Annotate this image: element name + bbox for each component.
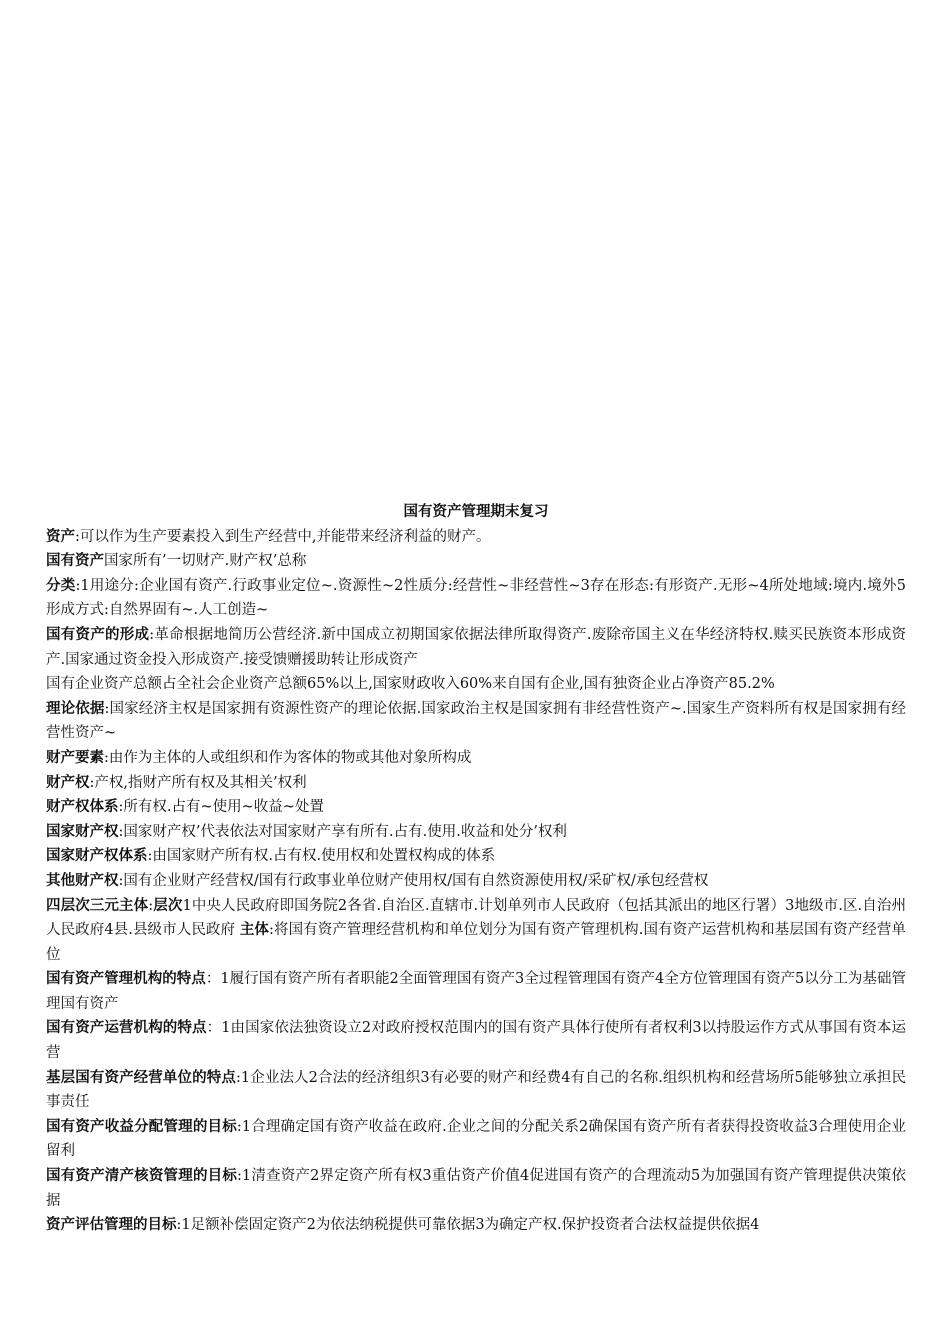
paragraph-text-subjects: :将国有资产管理经营机构和单位划分为国有资产管理机构.国有资产运营机构和基层国有资产经营单位 xyxy=(46,922,906,963)
paragraph-statistics xyxy=(46,672,906,697)
paragraph-state-property-right xyxy=(46,820,906,845)
document-body xyxy=(46,500,906,1238)
paragraph-text: :1企业法人2合法的经济组织3有必要的财产和经费4有自己的名称.组织机构和经营场所5能够独立承担民事责任 xyxy=(46,1069,907,1111)
paragraph-asset-verification-goals xyxy=(46,1164,906,1213)
paragraph-four-levels-three-subjects xyxy=(46,894,906,968)
paragraph-asset xyxy=(46,525,906,550)
term-label: 国家财产权 xyxy=(46,823,119,840)
paragraph-state-asset xyxy=(46,549,906,574)
term-label: 国有资产清产核资管理的目标 xyxy=(46,1168,238,1185)
paragraph-property-right xyxy=(46,771,906,796)
paragraph-management-org-features xyxy=(46,967,906,1016)
term-label-subjects: 主体 xyxy=(239,922,269,939)
paragraph-basic-unit-features xyxy=(46,1066,906,1115)
paragraph-text: :1足额补偿固定资产2为依法纳税提供可靠依据3为确定产权.保护投资者合法权益提供依据4 xyxy=(176,1217,760,1234)
term-label: 财产权体系 xyxy=(46,799,119,816)
term-label: 国有资产管理机构的特点 xyxy=(46,971,206,988)
term-label: 国有资产运营机构的特点 xyxy=(46,1020,207,1037)
term-label: 分类 xyxy=(46,577,76,594)
paragraph-text: :所有权.占有~使用~收益~处置 xyxy=(118,799,324,816)
paragraph-other-property-rights xyxy=(46,869,906,894)
paragraph-text: ：1履行国有资产所有者职能2全面管理国有资产3全过程管理国有资产4全方位管理国有资产5以分工为基础管理国有资产 xyxy=(46,971,906,1012)
term-label: 财产要素 xyxy=(46,749,104,766)
term-label: 国有资产的形成 xyxy=(46,626,150,643)
paragraph-property-right-system xyxy=(46,795,906,820)
term-label: 四层次三元主体 xyxy=(46,897,149,914)
paragraph-text: ：1由国家依法独资设立2对政府授权范围内的国有资产具体行使所有者权利3以持股运作方式从事国有资本运营 xyxy=(46,1020,907,1062)
paragraph-formation xyxy=(46,623,906,672)
paragraph-text: :1清查资产2界定资产所有权3重估资产价值4促进国有资产的合理流动5为加强国有资产管理提供决策依据 xyxy=(46,1168,906,1209)
term-label: 国有资产 xyxy=(46,553,104,570)
paragraph-theory-basis xyxy=(46,697,906,746)
paragraph-text: :国家财产权’代表依法对国家财产享有所有.占有.使用.收益和处分’权利 xyxy=(118,823,567,840)
paragraph-text: :产权,指财产所有权及其相关’权利 xyxy=(89,774,307,791)
paragraph-text: :可以作为生产要素投入到生产经营中,并能带来经济利益的财产。 xyxy=(75,528,491,545)
term-label: 资产 xyxy=(46,528,75,545)
paragraph-text: :1合理确定国有资产收益在政府.企业之间的分配关系2确保国有资产所有者获得投资收益3合理使用企业留利 xyxy=(46,1118,906,1160)
paragraph-text: :国有企业财产经营权/国有行政事业单位财产使用权/国有自然资源使用权/采矿权/承包经营权 xyxy=(118,872,709,889)
paragraph-operating-org-features xyxy=(46,1016,906,1065)
paragraph-text: 国有企业资产总额占全社会企业资产总额65%以上,国家财政收入60%来自国有企业,国有独资企业占净资产85.2% xyxy=(46,676,775,693)
paragraph-text: :国家经济主权是国家拥有资源性资产的理论依据.国家政治主权是国家拥有非经营性资产~.国家生产资料所有权是国家拥有经营性资产~ xyxy=(46,700,907,742)
term-label: 理论依据 xyxy=(46,700,105,717)
paragraph-state-property-right-system xyxy=(46,844,906,869)
paragraph-text: :1用途分:企业国有资产.行政事业定位~.资源性~2性质分:经营性~非经营性~3存在形态:有形资产.无形~4所处地域:境内.境外5形成方式:自然界固有~.人工创造~ xyxy=(46,577,906,619)
paragraph-text-levels: 1中央人民政府即国务院2各省.自治区.直辖市.计划单列市人民政府（包括其派出的地区行署）3地级市.区.自治州人民政府4县.县级市人民政府 xyxy=(46,897,906,939)
paragraph-text: :由国家财产所有权.占有权.使用权和处置权构成的体系 xyxy=(147,848,496,865)
term-label: 国有资产收益分配管理的目标 xyxy=(46,1118,237,1135)
term-label: 其他财产权 xyxy=(46,872,119,889)
term-label: 基层国有资产经营单位的特点 xyxy=(46,1069,236,1086)
paragraph-text: :由作为主体的人或组织和作为客体的物或其他对象所构成 xyxy=(104,749,472,766)
paragraph-property-elements xyxy=(46,746,906,771)
term-label: 资产评估管理的目标 xyxy=(46,1217,177,1234)
term-label: 财产权 xyxy=(46,774,90,791)
document-title: 国有资产管理期末复习 xyxy=(403,504,549,520)
paragraph-text: :革命根据地简历公营经济.新中国成立初期国家依据法律所取得资产.废除帝国主义在华经济特权.赎买民族资本形成资产.国家通过资金投入形成资产.接受馈赠援助转让形成资产 xyxy=(46,626,906,668)
paragraph-text: 国家所有’一切财产.财产权’总称 xyxy=(104,553,307,570)
term-label: 国家财产权体系 xyxy=(46,848,148,865)
paragraph-income-distribution-goals xyxy=(46,1115,906,1164)
term-label-levels: 层次 xyxy=(153,897,183,914)
paragraph-asset-appraisal-goals xyxy=(46,1213,906,1238)
paragraph-text: : xyxy=(148,897,154,914)
paragraph-classification xyxy=(46,574,906,623)
